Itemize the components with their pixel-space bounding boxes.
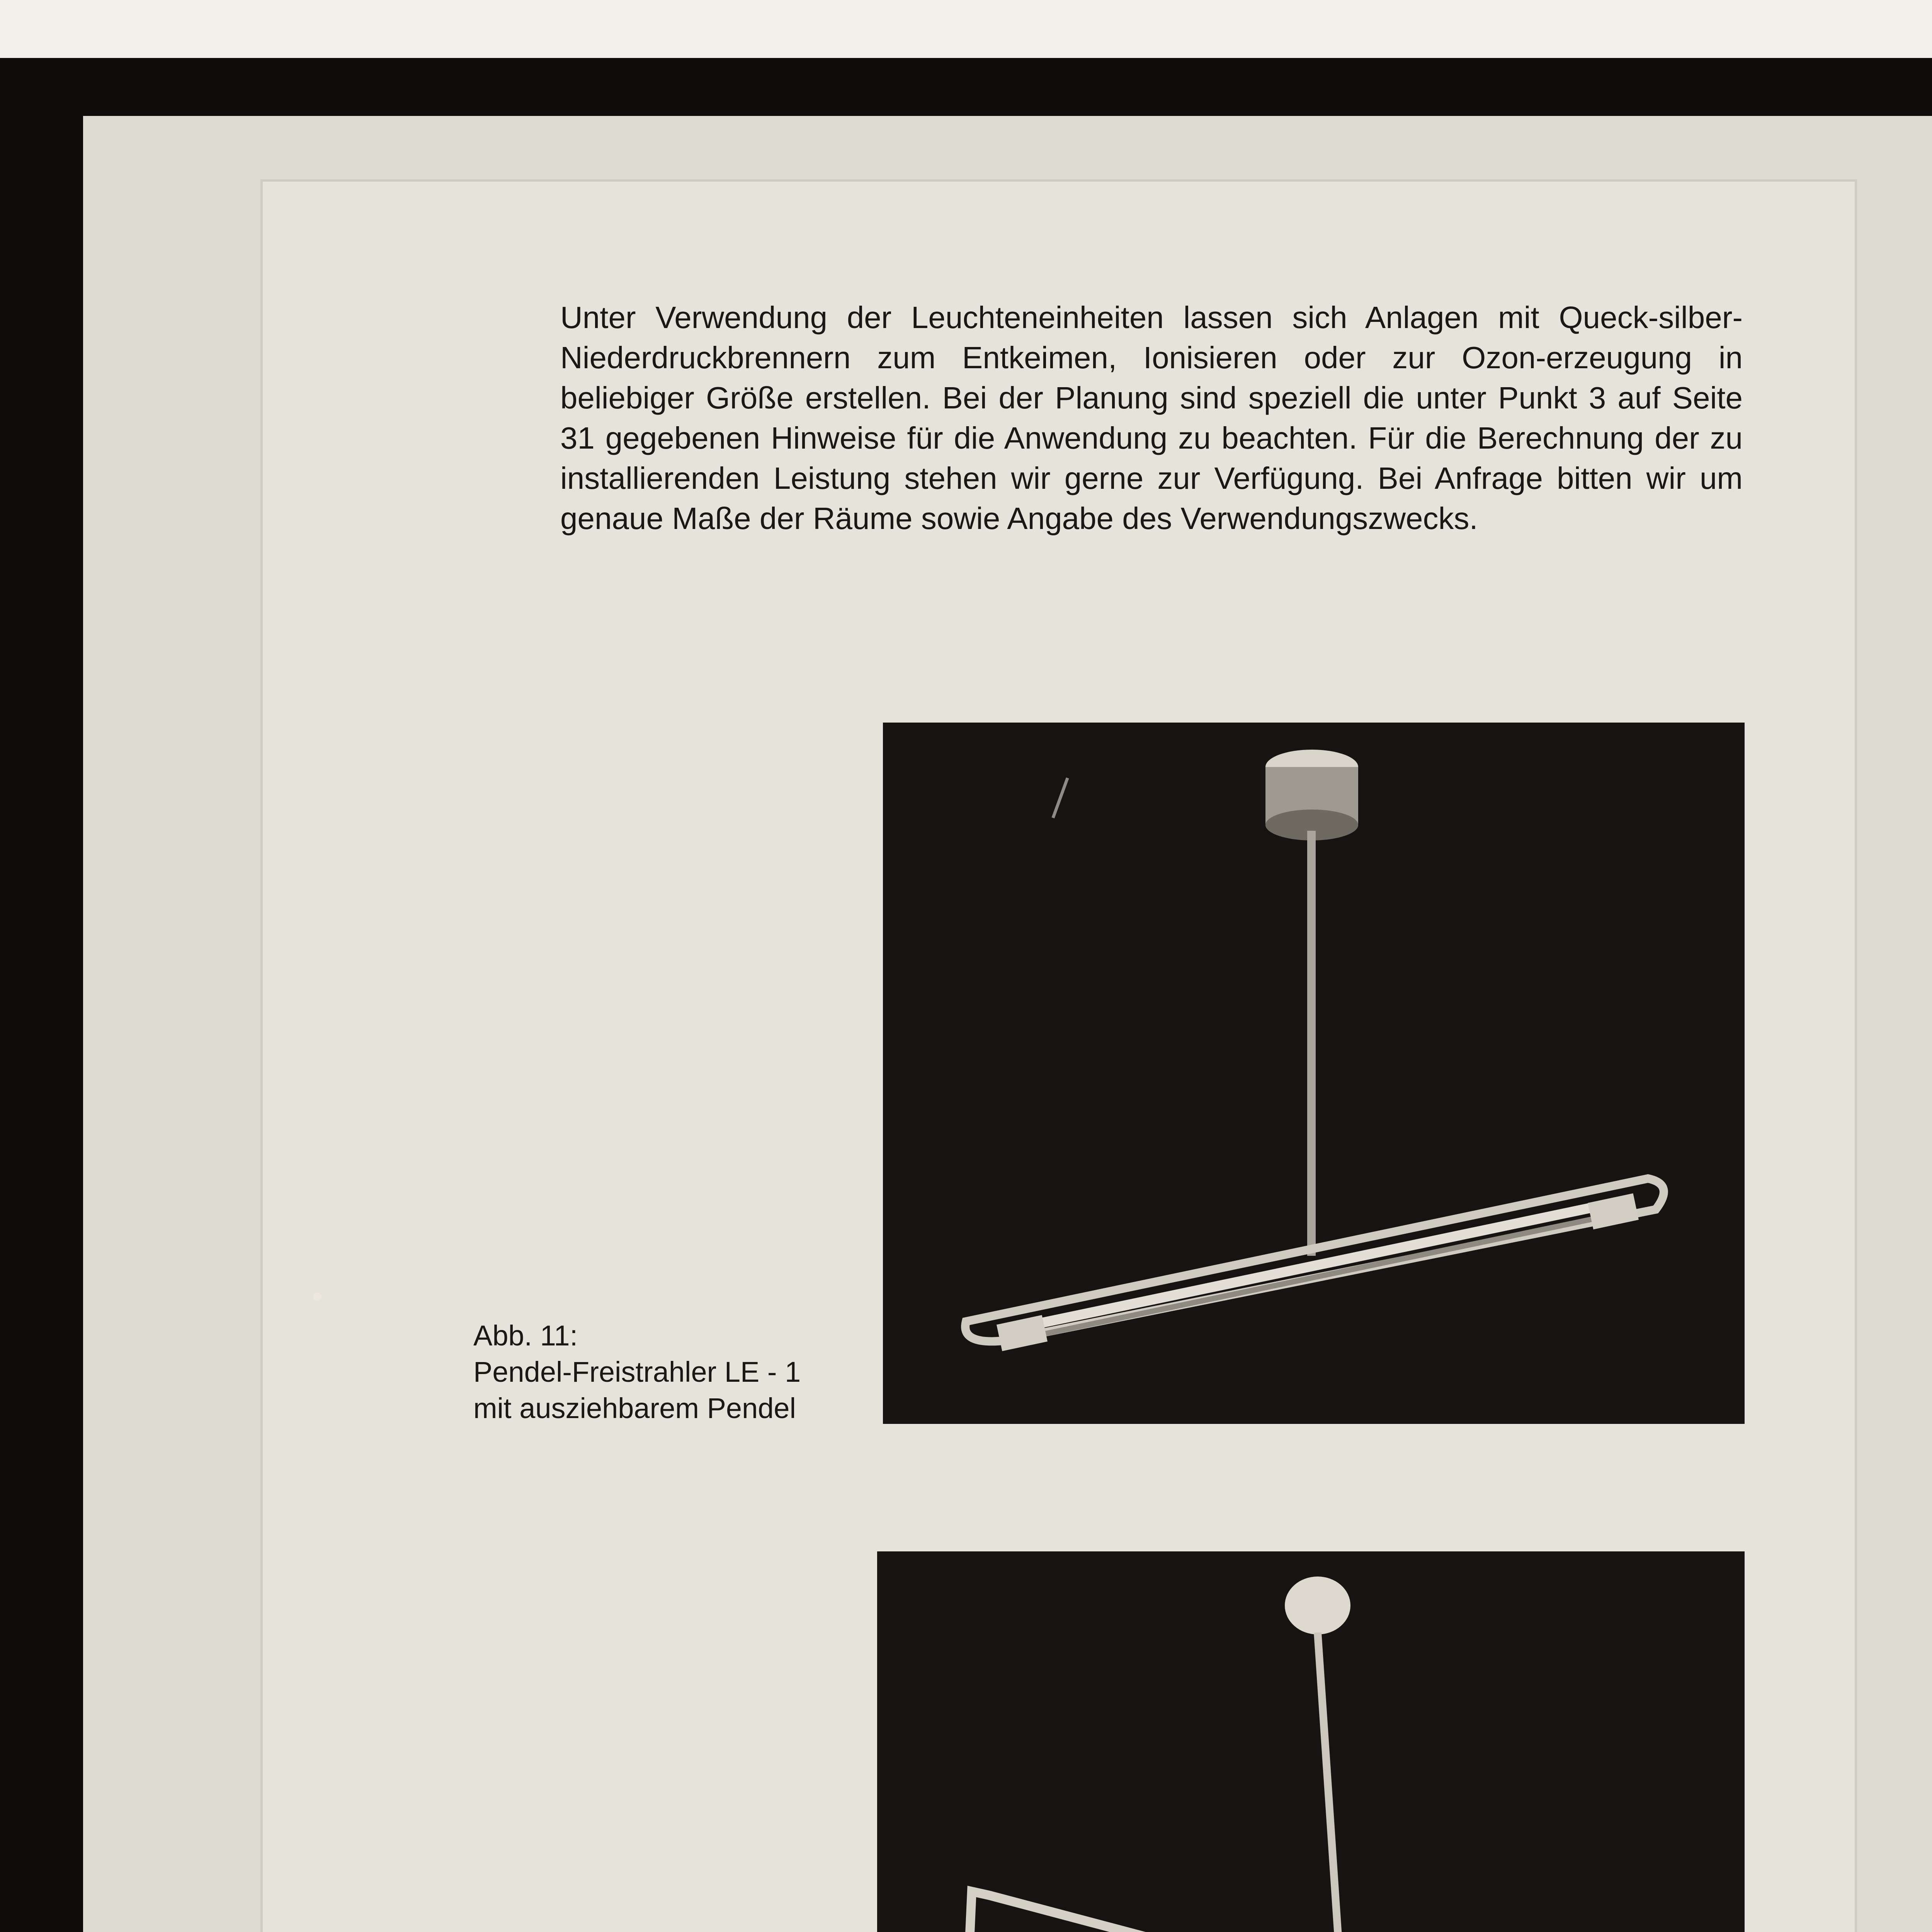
figure-12-photo xyxy=(877,1551,1745,1932)
pendant-lamp-le1-icon xyxy=(883,723,1745,1424)
figure-11-caption xyxy=(473,1318,801,1427)
figure-11-caption-line: mit ausziehbarem Pendel xyxy=(473,1392,796,1424)
figure-11-caption-line: Abb. 11: xyxy=(473,1320,578,1352)
figure-11-caption-line: Pendel-Freistrahler LE - 1 xyxy=(473,1356,801,1388)
film-scratch xyxy=(313,1293,321,1301)
pendant-lamp-le2-icon xyxy=(877,1551,1745,1932)
body-paragraph: Unter Verwendung der Leuchteneinheiten lassen sich Anlagen mit Queck-silber-Niederdruckbrennern zum Entkeimen, Ionisieren oder zur Ozon-erzeugung in beliebiger Größe erstellen. Bei der Planung sind speziell die unter Punkt 3 auf Seite 31 gegebenen Hinweise für die Anwendung zu beachten. Für die Berechnung der zu installierenden Leistung stehen wir gerne zur Verfügung. Bei Anfrage bitten wir um genaue Maße der Räume sowie Angabe des Verwendungszwecks. xyxy=(560,300,1743,536)
figure-11-photo xyxy=(883,723,1745,1424)
film-top-edge xyxy=(0,0,1932,58)
